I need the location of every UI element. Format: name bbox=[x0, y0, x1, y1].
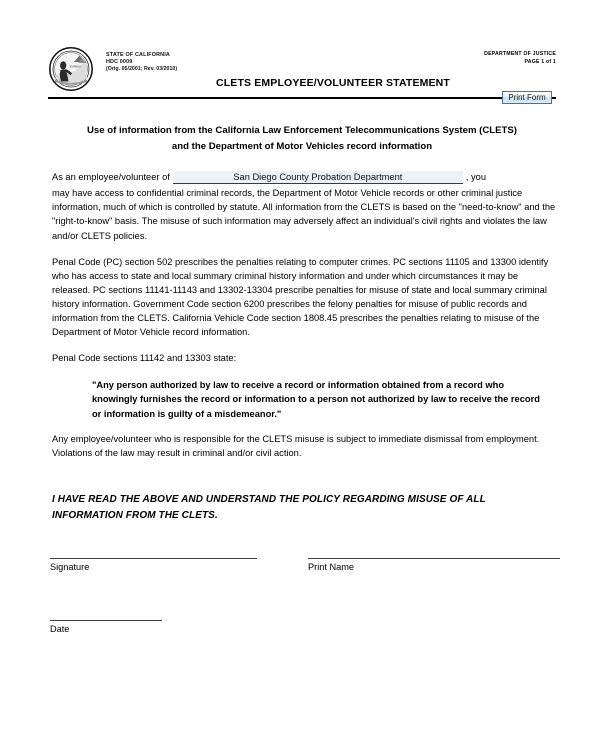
subject-heading-line-2: and the Department of Motor Vehicles record information bbox=[171, 140, 433, 152]
agency-identification-block bbox=[106, 52, 177, 73]
acknowledgment-line-1: I HAVE READ THE ABOVE AND UNDERSTAND THE POLICY REGARDING MISUSE OF ALL bbox=[52, 494, 486, 505]
employer-statement-line bbox=[52, 170, 557, 184]
department-identification-block bbox=[484, 51, 556, 67]
statutory-quotation: "Any person authorized by law to receive a record or information obtained from a record who knowingly furnishes the record or information to a person not authorized by law to receive the record or information is guilty of a misdemeanor." bbox=[92, 379, 540, 419]
date-field-group bbox=[50, 620, 162, 635]
print-name-label: Print Name bbox=[308, 562, 354, 572]
signature-block bbox=[50, 558, 560, 598]
date-label: Date bbox=[50, 624, 70, 634]
subject-heading bbox=[62, 123, 542, 154]
page-number-label: PAGE 1 of 1 bbox=[524, 58, 556, 65]
svg-text:EUREKA: EUREKA bbox=[70, 65, 81, 69]
subject-heading-line-1: Use of information from the California Law Enforcement Telecommunications System (CLETS) bbox=[86, 125, 517, 136]
employer-statement-tail: , you bbox=[465, 172, 486, 182]
page-title: CLETS EMPLOYEE/VOLUNTEER STATEMENT bbox=[216, 77, 450, 89]
acknowledgment-statement bbox=[52, 492, 552, 523]
paragraph-penal-code-sections-intro: Penal Code sections 11142 and 13303 state: bbox=[52, 353, 237, 364]
header-divider bbox=[48, 97, 556, 99]
state-name-label: STATE OF CALIFORNIA bbox=[106, 52, 171, 58]
signature-line[interactable] bbox=[50, 558, 257, 559]
document-body bbox=[52, 170, 557, 460]
form-revision-label: (Orig. 05/2001; Rev. 03/2010) bbox=[106, 66, 178, 73]
paragraph-misuse-consequences: Any employee/volunteer who is responsible for the CLETS misuse is subject to immediate dismissal from employment. Violations of the law may result in criminal and/or civil action. bbox=[52, 434, 540, 459]
acknowledgment-line-2: INFORMATION FROM THE CLETS. bbox=[52, 509, 218, 521]
print-name-line[interactable] bbox=[308, 558, 560, 559]
employee-volunteer-label: As an employee/volunteer of bbox=[52, 172, 170, 182]
organization-name-input[interactable] bbox=[173, 171, 463, 184]
form-number-label: HDC 0009 bbox=[106, 59, 133, 66]
department-name-label: DEPARTMENT OF JUSTICE bbox=[484, 51, 556, 57]
print-name-field-group bbox=[308, 558, 560, 573]
paragraph-access-to-records: may have access to confidential criminal records, the Department of Motor Vehicle records or other criminal justice information, much of which is controlled by statute. All information from the CLETS is based on the "need-to-know" and the "right-to-know" basis. The misuse of such information may adversely affect an individual's civil rights and violates the law and/or CLETS policies. bbox=[52, 188, 556, 241]
signature-field-group bbox=[50, 558, 257, 573]
print-form-button[interactable]: Print Form bbox=[502, 91, 552, 104]
paragraph-penal-code-penalties: Penal Code (PC) section 502 prescribes the penalties relating to computer crimes. PC sections 11105 and 13300 identify who has access to state and local summary criminal history information and under which circumstances it may be released. PC sections 11141-11143 and 13302-13304 prescribe penalties for misuse of state and local summary criminal history information. Government Code section 6200 prescribes the felony penalties for misuse of public records and information from the CLETS. California Vehicle Code section 1808.45 prescribes the penalties relating to misuse of the Department of Motor Vehicle record information. bbox=[52, 256, 549, 338]
signature-label: Signature bbox=[50, 562, 90, 572]
date-line[interactable] bbox=[50, 620, 162, 621]
california-state-seal-icon bbox=[48, 46, 94, 92]
document-header bbox=[48, 44, 556, 96]
